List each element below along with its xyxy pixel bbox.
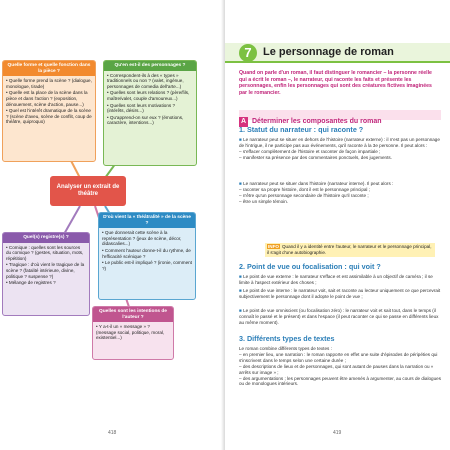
paragraph-text-types (239, 346, 441, 387)
box-intentions-item: • Y a-t-il un « message » ? (message social, politique, moral, existentiel...) (96, 324, 170, 341)
box-register-item: • Comique : quelles sont les sources du comique ? (gestes, situation, mots, répétition) (6, 245, 86, 262)
box-theatricality (98, 212, 196, 300)
info-text: Quand il y a identité entre l'auteur, le narrateur et le personnage principal, il s'agit d'une autobiographie. (267, 244, 432, 255)
list-item: – en premier lieu, une narration : le roman rapporte en effet une suite d'épisodes de péripéties qui s'inscrivent dans le temps selon une certaine durée ; (239, 351, 438, 363)
right-page (225, 0, 450, 450)
paragraph-text: Le narrateur peut se situer en dehors de l'histoire (narrateur externe) : il n'est pas un personnage de l'intrigue, il ne participe pas aux événements, qu'il raconte à la 3e personne. Il peut alors : (239, 137, 440, 148)
box-characters-item: • Quelles sont leurs motivations ? (intérêts, désirs...) (107, 103, 193, 114)
box-form-item: • Quel est l'intérêt dramatique de la scène ? (scène d'aveu, scène de conflit, coup de théâtre, quiproquo) (6, 108, 92, 125)
list-item: – des descriptions de lieux et de personnages, qui sont autant de pauses dans la narration ou « arrêts sur image » ; (239, 363, 434, 375)
box-theatricality-item: • Comment l'auteur donne-t-il du rythme, de l'efficacité scénique ? (102, 248, 192, 259)
paragraph-text: Le narrateur peut se situer dans l'histoire (narrateur interne). Il peut alors : (243, 181, 394, 186)
paragraph-text: Le roman combine différents types de textes : (239, 346, 332, 351)
paragraph-text: Le point de vue interne : le narrateur voit, sait et raconte au lecteur uniquement ce que percevrait subjectivement le personnage dont il adopte le point de vue ; (239, 288, 441, 299)
list-item: – raconter sa propre histoire, dont il est le personnage principal ; (239, 186, 370, 192)
list-item: – manifester sa présence par des commentaires ponctuels, des jugements. (239, 154, 392, 160)
box-form-item: • Quelle forme prend la scène ? (dialogue, monologue, tirade) (6, 78, 92, 89)
box-register-title: Quel(s) registre(s) ? (3, 233, 89, 243)
section-title: Déterminer les composantes du roman (252, 118, 382, 125)
bullet-icon: ■ (239, 181, 244, 186)
subheading-3: 3. Différents types de textes (239, 334, 335, 343)
box-characters-item: • Qu'apprend-on sur eux ? (émotions, caractère, intentions...) (107, 115, 193, 126)
paragraph-omniscient-pov (239, 308, 441, 326)
box-theatricality-title: D'où vient la « théâtralité » de la scène ? (99, 213, 195, 228)
chapter-intro: Quand on parle d'un roman, il faut distinguer le romancier – la personne réelle qui a écrit le roman –, le narrateur, qui raconte les faits et présente les personnages, enfin les personnages qui sont des créatures fictives imaginées par le romancier. (239, 70, 432, 96)
box-form-function (2, 60, 96, 162)
list-item: – être un simple témoin. (239, 198, 289, 204)
box-register-item: • Mélange de registres ? (6, 280, 86, 286)
bullet-icon: ■ (239, 288, 244, 293)
center-title: Analyser un extrait de théâtre (50, 176, 126, 206)
box-form-item: • Quelle est la place de la scène dans la pièce et dans l'action ? (exposition, dénouement, scène d'action, pause...) (6, 90, 92, 107)
section-a-heading (239, 110, 441, 125)
section-letter: A (240, 118, 247, 125)
list-item: – n'être qu'un personnage secondaire de l'histoire qu'il raconte ; (239, 192, 369, 198)
paragraph-text: Le point de vue externe : le narrateur s'efface et est assimilable à un objectif de caméra ; il se limite à l'aspect extérieur des choses ; (239, 274, 433, 285)
paragraph-internal-narrator (239, 181, 441, 205)
bullet-icon: ■ (239, 137, 244, 142)
subheading-2: 2. Point de vue ou focalisation : qui voit ? (239, 262, 381, 271)
box-characters-item: • Correspondent-ils à des « types » traditionnels ou non ? (valet, ingénue, personnages de comedia dell'arte...) (107, 73, 193, 90)
box-intentions-title: Quelles sont les intentions de l'auteur ? (93, 307, 173, 322)
page-number-right: 419 (333, 430, 342, 436)
bullet-icon: ■ (239, 274, 244, 279)
box-form-title: Quelle forme et quelle fonction dans la pièce ? (3, 61, 95, 76)
chapter-number: 7 (239, 44, 257, 62)
box-theatricality-item: • Le public est-il impliqué ? (ironie, comment ?) (102, 260, 192, 271)
box-characters (103, 60, 197, 166)
box-characters-item: • Quelles sont leurs relations ? (père/fils, maître/valet, couple d'amoureux...) (107, 90, 193, 101)
list-item: – des argumentations ; les personnages peuvent être amenés à argumenter, au cours de dialogues ou de monologues intérieurs. (239, 375, 441, 387)
box-intentions (92, 306, 174, 360)
box-register (2, 232, 90, 316)
box-theatricality-item: • Que donnerait cette scène à la représentation ? (jeux de scène, décor, didascalies...) (102, 230, 192, 247)
paragraph-external-narrator (239, 137, 441, 161)
page-number-left: 418 (108, 430, 117, 436)
box-characters-title: Qu'en est-il des personnages ? (104, 61, 196, 71)
subheading-1: 1. Statut du narrateur : qui raconte ? (239, 125, 364, 134)
paragraph-external-pov (239, 274, 441, 286)
list-item: – s'effacer complètement de l'histoire et raconter de façon impartiale ; (239, 148, 381, 154)
chapter-title: Le personnage de roman (263, 46, 394, 58)
bullet-icon: ■ (239, 308, 244, 313)
box-register-item: • Tragique : d'où vient le tragique de la scène ? (fatalité intérieure, divine, politique ? suspense ?) (6, 262, 86, 279)
paragraph-text: Le point de vue omniscient (ou focalisation zéro) : le narrateur voit et sait tout, dans le temps (il connaît le passé et le présent) et dans l'espace (il peut raconter ce qui se passe en différents lieux au même moment). (239, 308, 439, 325)
info-callout (265, 243, 435, 257)
paragraph-internal-pov (239, 288, 441, 300)
info-tag: INFO (268, 244, 279, 249)
